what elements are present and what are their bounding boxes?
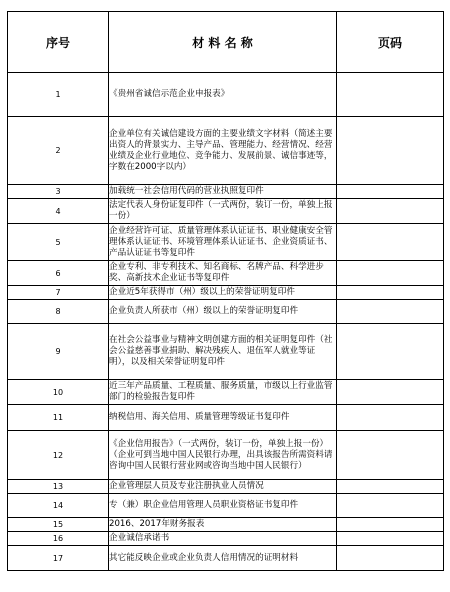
table-row	[8, 532, 444, 546]
table-row	[8, 324, 444, 380]
row-seq: 5	[8, 224, 109, 261]
row-seq: 12	[8, 431, 109, 480]
row-material: 其它能反映企业或企业负责人信用情况的证明材料	[109, 546, 337, 571]
row-seq: 13	[8, 480, 109, 494]
row-page	[337, 546, 444, 571]
row-page	[337, 286, 444, 300]
table-row	[8, 480, 444, 494]
row-material: 专（兼）职企业信用管理人员职业资格证书复印件	[109, 494, 337, 518]
row-material: 加载统一社会信用代码的营业执照复印件	[109, 185, 337, 199]
row-page	[337, 532, 444, 546]
row-material: 近三年产品质量、工程质量、服务质量，市级以上行业监管部门的检验报告复印件	[109, 380, 337, 405]
row-page	[337, 117, 444, 185]
header-seq: 序号	[8, 12, 109, 73]
row-seq: 9	[8, 324, 109, 380]
table-row	[8, 117, 444, 185]
row-seq: 14	[8, 494, 109, 518]
row-page	[337, 405, 444, 431]
row-seq: 16	[8, 532, 109, 546]
row-seq: 15	[8, 518, 109, 532]
table-row	[8, 286, 444, 300]
table-row	[8, 546, 444, 571]
table-row	[8, 73, 444, 117]
row-material: 企业近5年获得市（州）级以上的荣誉证明复印件	[109, 286, 337, 300]
header-material: 材 料 名 称	[109, 12, 337, 73]
table-header-row	[8, 12, 444, 73]
row-material: 法定代表人身份证复印件（一式两份，装订一份，单独上报一份）	[109, 199, 337, 224]
table-row	[8, 185, 444, 199]
row-page	[337, 224, 444, 261]
table-row	[8, 261, 444, 286]
row-seq: 17	[8, 546, 109, 571]
row-seq: 10	[8, 380, 109, 405]
row-material: 2016、2017年财务报表	[109, 518, 337, 532]
row-material: 企业管理层人员及专业注册执业人员情况	[109, 480, 337, 494]
row-page	[337, 431, 444, 480]
row-page	[337, 480, 444, 494]
table-row	[8, 300, 444, 324]
row-material: 企业专利、非专利技术、知名商标、名牌产品、科学进步奖、高新技术企业证书等复印件	[109, 261, 337, 286]
row-page	[337, 185, 444, 199]
row-seq: 8	[8, 300, 109, 324]
row-seq: 7	[8, 286, 109, 300]
row-material: 《企业信用报告》（一式两份，装订一份，单独上报一份）（企业可到当地中国人民银行办理，出具该报告所需资料请咨询中国人民银行营业网或咨询当地中国人民银行）	[109, 431, 337, 480]
row-seq: 6	[8, 261, 109, 286]
row-page	[337, 380, 444, 405]
row-page	[337, 73, 444, 117]
row-page	[337, 518, 444, 532]
table-row	[8, 431, 444, 480]
row-material: 企业诚信承诺书	[109, 532, 337, 546]
table-row	[8, 494, 444, 518]
header-page: 页码	[337, 12, 444, 73]
table-row	[8, 199, 444, 224]
row-material: 企业经营许可证、质量管理体系认证证书、职业健康安全管理体系认证证书、环境管理体系认证证书、企业资质证书、产品认证证书等复印件	[109, 224, 337, 261]
row-seq: 1	[8, 73, 109, 117]
row-seq: 4	[8, 199, 109, 224]
row-page	[337, 300, 444, 324]
materials-table	[7, 11, 444, 571]
row-seq: 2	[8, 117, 109, 185]
table-row	[8, 405, 444, 431]
row-seq: 3	[8, 185, 109, 199]
row-material: 《贵州省诚信示范企业申报表》	[109, 73, 337, 117]
row-material: 纳税信用、海关信用、质量管理等级证书复印件	[109, 405, 337, 431]
row-page	[337, 199, 444, 224]
row-material: 在社会公益事业与精神文明创建方面的相关证明复印件（社会公益慈善事业捐助、解决残疾人、退伍军人就业等证明），以及相关荣誉证明复印件	[109, 324, 337, 380]
row-seq: 11	[8, 405, 109, 431]
row-page	[337, 261, 444, 286]
table-row	[8, 380, 444, 405]
row-page	[337, 324, 444, 380]
row-material: 企业负责人所获市（州）级以上的荣誉证明复印件	[109, 300, 337, 324]
table-row	[8, 224, 444, 261]
table-row	[8, 518, 444, 532]
row-page	[337, 494, 444, 518]
row-material: 企业单位有关诚信建设方面的主要业绩文字材料（简述主要出资人的背景实力、主导产品、管理能力、经营情况、经营业绩及企业行业地位、竞争能力、发展前景、诚信事迹等，字数在2000字以内）	[109, 117, 337, 185]
